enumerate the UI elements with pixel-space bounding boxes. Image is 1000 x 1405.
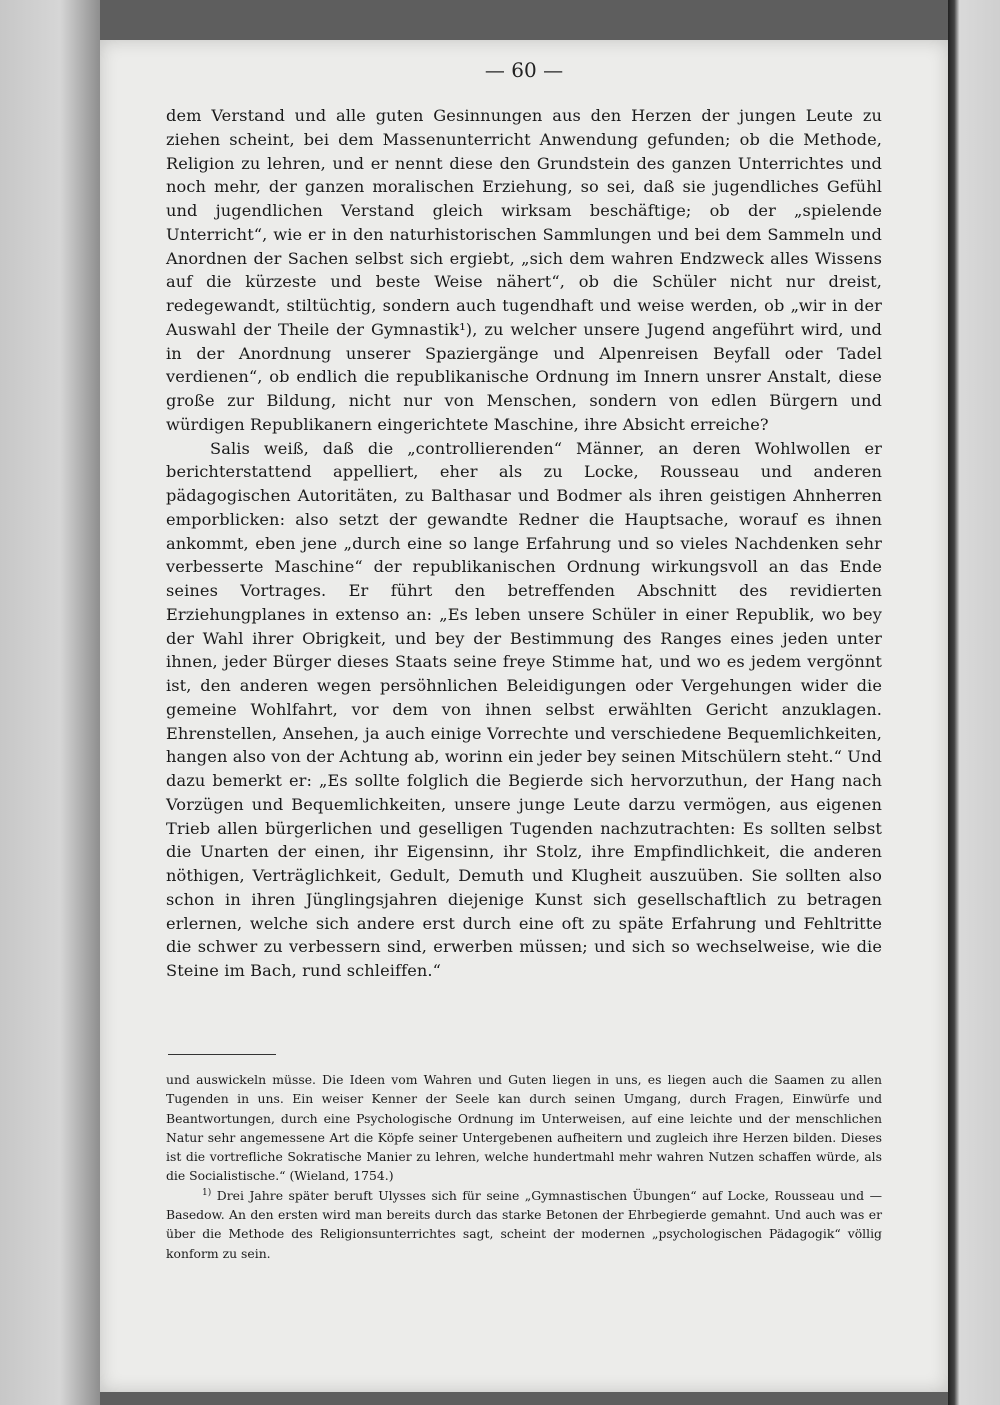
footnote-1-marker: 1)	[202, 1187, 212, 1198]
scan-left-margin	[0, 0, 100, 1405]
footnote-1-text: Drei Jahre später beruft Ulysses sich für seine „Gymnastischen Übungen“ auf Locke, Rousseau und — Basedow. An den ersten wird man bereits durch das starke Betonen der Ehrbegierde gemahnt. Und auch was er über die Methode des Religionsunterrichtes sagt, scheint der modernen „psychologischen Pädagogik“ völlig konform zu sein.	[166, 1187, 882, 1261]
footnote-continuation: und auswickeln müsse. Die Ideen vom Wahren und Guten liegen in uns, es liegen auch die Saamen zu allen Tugenden in uns. Ein weiser Kenner der Seele kan durch seinen Umgang, durch Fragen, Einwürfe und Beantwortungen, durch eine Psychologische Ordnung im Unterweisen, auf eine leichte und der menschlichen Natur sehr angemessene Art die Köpfe seiner Untergebenen aufheitern und zugleich ihre Herzen bilden. Dieses ist die vortrefliche Sokratische Manier zu lehren, welche hundertmahl mehr wahren Nutzen schaffen würde, als die Socialistische.“ (Wieland, 1754.)	[166, 1072, 882, 1184]
paragraph-2: Salis weiß, daß die „controllierenden“ Männer, an deren Wohlwollen er berichterstattend appelliert, eher als zu Locke, Rousseau und anderen pädagogischen Autoritäten, zu Balthasar und Bodmer als ihren geistigen Ahnherren emporblicken: also setzt der gewandte Redner die Hauptsache, worauf es ihnen ankommt, eben jene „durch eine so lange Erfahrung und so vieles Nachdenken sehr verbesserte Maschine“ der republikanischen Ordnung wirkungsvoll an das Ende seines Vortrages. Er führt den betreffenden Abschnitt des revidierten Erziehungplanes in extenso an: „Es leben unsere Schüler in einer Republik, wo bey der Wahl ihrer Obrigkeit, und bey der Bestimmung des Ranges eines jeden unter ihnen, jeder Bürger dieses Staats seine freye Stimme hat, und wo es jedem vergönnt ist, den anderen wegen persöhnlichen Beleidigungen oder Vergehungen wider die gemeine Wohlfahrt, vor dem von ihnen selbst erwählten Gericht anzuklagen. Ehrenstellen, Ansehen, ja auch einige Vorrechte und verschiedene Bequemlichkeiten, hangen also von der Achtung ab, worinn ein jeder bey seinen Mitschülern steht.“ Und dazu bemerkt er: „Es sollte folglich die Begierde sich hervorzuthun, der Hang nach Vorzügen und Bequemlichkeiten, unsere junge Leute darzu vermögen, aus eigenen Trieb allen bürgerlichen und geselligen Tugenden nachzutrachten: Es sollten selbst die Unarten der einen, ihr Eigensinn, ihr Stolz, ihre Empfindlichkeit, die anderen nöthigen, Verträglichkeit, Gedult, Demuth und Klugheit auszuüben. Sie sollten also schon in ihren Jünglingsjahren diejenige Kunst sich gesellschaftlich zu betragen erlernen, welche sich andere erst durch eine oft zu späte Erfahrung und Fehltritte die schwer zu verbessern sind, erwerben müssen; und sich so wechselweise, wie die Steine im Bach, rund schleiffen.“	[166, 438, 882, 980]
footnote-1	[166, 1186, 882, 1263]
paragraph-1: dem Verstand und alle guten Gesinnungen aus den Herzen der jungen Leute zu ziehen scheint, bei dem Massenunterricht Anwendung gefunden; ob die Methode, Religion zu lehren, und er nennt diese den Grundstein des ganzen Unterrichtes und noch mehr, der ganzen moralischen Erziehung, so sei, daß sie jugendliches Gefühl und jugendlichen Verstand gleich wirksam beschäftige; ob der „spielende Unterricht“, wie er in den naturhistorischen Sammlungen und bei dem Sammeln und Anordnen der Sachen selbst sich ergiebt, „sich dem wahren Endzweck alles Wissens auf die kürzeste und beste Weise nähert“, ob die Schüler nicht nur dreist, redegewandt, stiltüchtig, sondern auch tugendhaft und weise werden, ob „wir in der Auswahl der Theile der Gymnastik¹), zu welcher unsere Jugend angeführt wird, und in der Anordnung unserer Spaziergänge und Alpenreisen Beyfall oder Tadel verdienen“, ob endlich die republikanische Ordnung im Innern unsrer Anstalt, diese große zur Bildung, nicht nur von Menschen, sondern von edlen Bürgern und würdigen Republikanern eingerichtete Maschine, ihre Absicht erreiche?	[166, 106, 882, 434]
page-number: — 60 —	[484, 58, 564, 82]
book-page	[100, 40, 948, 1392]
footnote-separator	[168, 1054, 276, 1055]
scan-right-edge	[948, 0, 1000, 1405]
footnotes	[166, 1070, 882, 1263]
main-text	[166, 104, 882, 983]
